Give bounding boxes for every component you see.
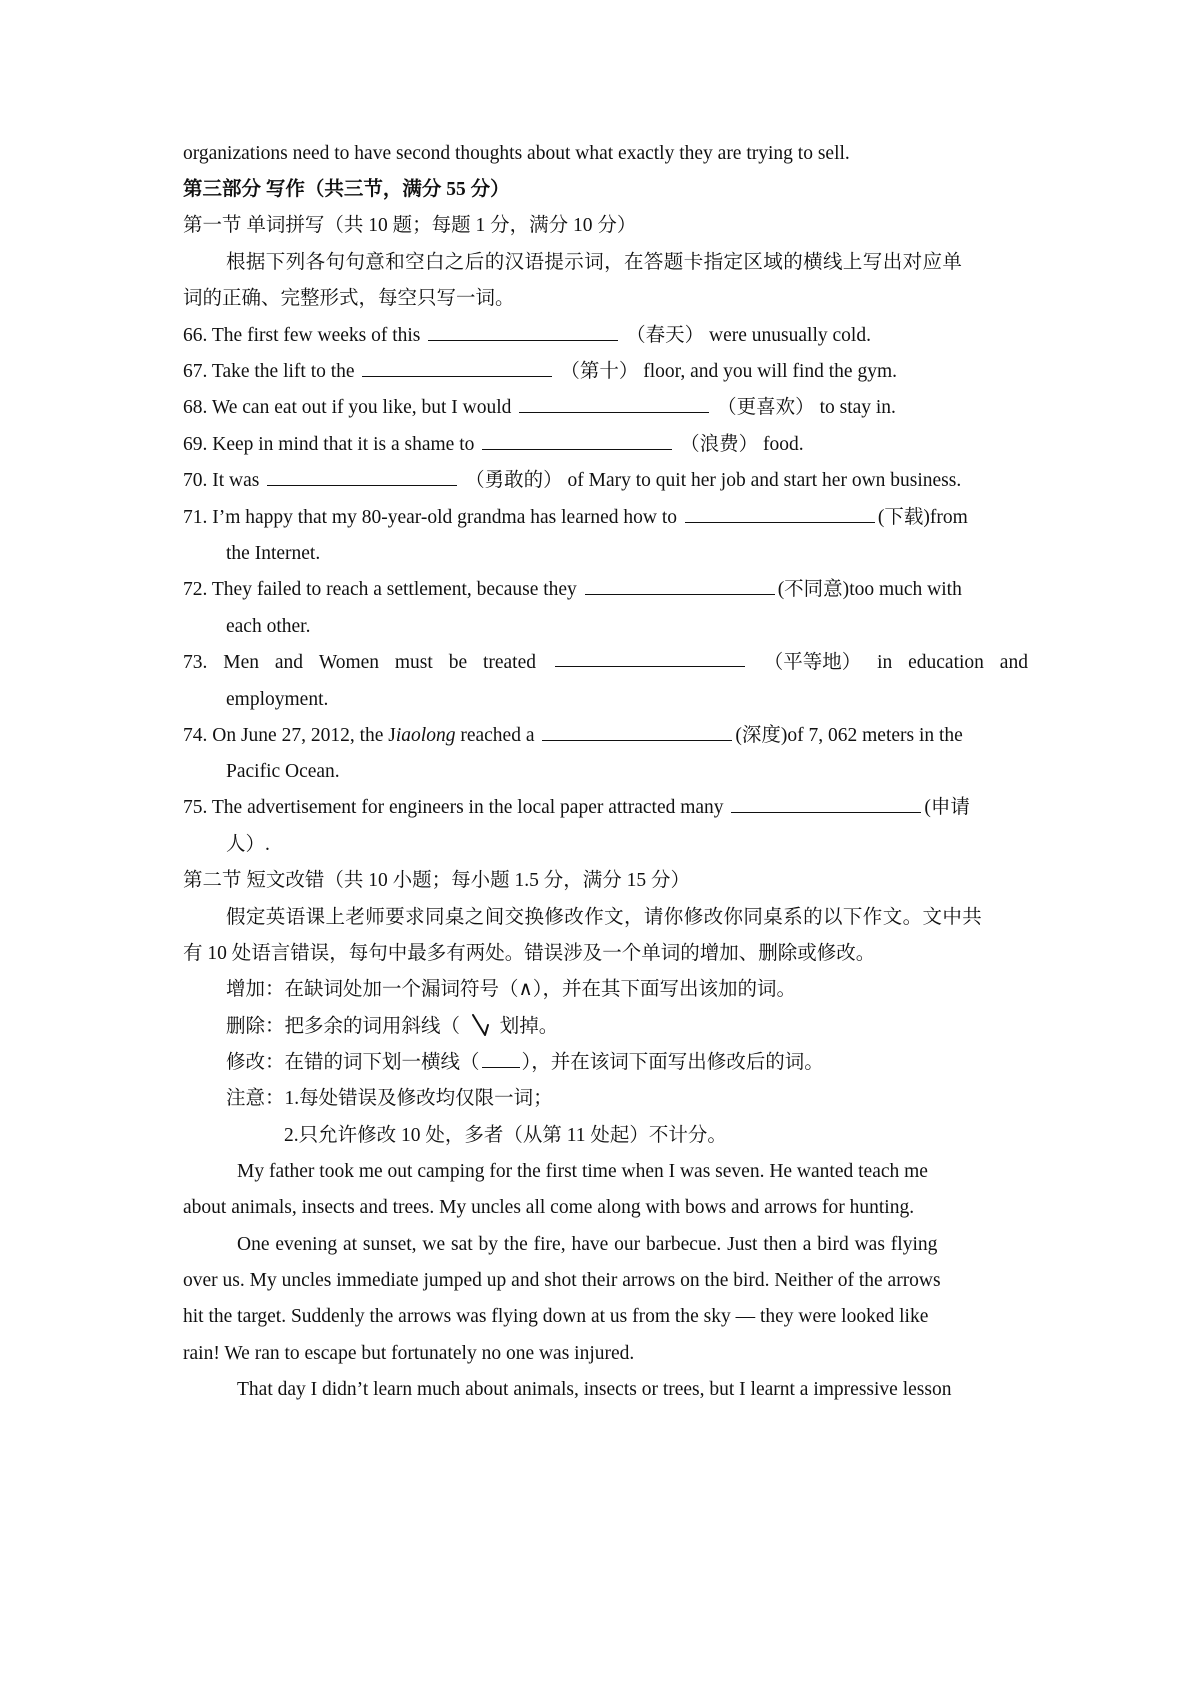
q66-text-after: were unusually cold.: [709, 325, 871, 346]
rule-delete-text-end: 划掉。: [499, 1016, 559, 1037]
essay-paragraph2-line4: rain! We ran to escape but fortunately no one was injured.: [183, 1343, 635, 1364]
q72-continuation: each other.: [226, 616, 311, 637]
q74-text: 74. On June 27, 2012, the J: [183, 725, 396, 746]
q73-word: treated: [482, 652, 536, 673]
q71-text-after: from: [929, 507, 968, 528]
note-1: 注意：1.每处错误及修改均仅限一词；: [226, 1088, 553, 1109]
q70-text: 70. It was: [183, 470, 260, 491]
q69-hint: （浪费）: [680, 434, 759, 455]
q73-word: Women: [318, 652, 380, 673]
q73-word: Men: [223, 652, 259, 673]
essay-paragraph2-line3: hit the target. Suddenly the arrows was flying down at us from the sky — they were looked like: [183, 1306, 929, 1327]
q67-answer-blank[interactable]: [362, 359, 552, 377]
q74-text-after: of 7, 062 meters in the: [787, 725, 963, 746]
question-66: [183, 322, 1028, 350]
question-68: [183, 394, 1028, 422]
question-67: [183, 358, 1028, 386]
q69-answer-blank[interactable]: [482, 432, 672, 450]
q68-text-after: to stay in.: [819, 397, 896, 418]
q73-hint: （平等地）: [763, 652, 862, 673]
question-74: [183, 722, 1028, 750]
section2-instruction-line2: 有 10 处语言错误，每句中最多有两处。错误涉及一个单词的增加、删除或修改。: [183, 943, 876, 964]
section2-instruction-line1: 假定英语课上老师要求同桌之间交换修改作文，请你修改你同桌系的以下作文。文中共: [226, 907, 983, 928]
q67-text-after: floor, and you will find the gym.: [643, 361, 897, 382]
q73-word: and: [274, 652, 303, 673]
q73-word: and: [999, 652, 1028, 673]
question-75: [183, 794, 1028, 822]
essay-paragraph2-line1: One evening at sunset, we sat by the fire, have our barbecue. Just then a bird was flying: [237, 1234, 938, 1255]
q74-text-mid: reached a: [455, 725, 535, 746]
q73-word: be: [448, 652, 468, 673]
q70-text-after: of Mary to quit her job and start her own business.: [567, 470, 962, 491]
section1-title: 第一节 单词拼写（共 10 题；每题 1 分，满分 10 分）: [183, 215, 637, 236]
q73-answer-blank[interactable]: [555, 649, 745, 667]
q68-hint: （更喜欢）: [717, 397, 815, 418]
q73-word: 73.: [183, 652, 208, 673]
q75-hint: (申请: [924, 797, 970, 818]
q66-answer-blank[interactable]: [428, 323, 618, 341]
essay-paragraph2-line2: over us. My uncles immediate jumped up and shot their arrows on the bird. Neither of the arrows: [183, 1270, 941, 1291]
q71-hint: (下载): [877, 507, 930, 528]
question-72: [183, 576, 1028, 604]
rule-modify-text-end: ），并在该词下面写出修改后的词。: [521, 1052, 824, 1073]
rule-add: 增加：在缺词处加一个漏词符号（∧），并在其下面写出该加的词。: [226, 979, 797, 1000]
q72-answer-blank[interactable]: [585, 577, 775, 595]
q73-continuation: employment.: [226, 689, 329, 710]
q74-hint: (深度): [735, 725, 788, 746]
rule-delete: [226, 1013, 1028, 1041]
question-73: [183, 649, 1028, 677]
q75-answer-blank[interactable]: [731, 795, 921, 813]
q70-hint: （勇敢的）: [465, 470, 563, 491]
note-2: 2.只允许修改 10 处，多者（从第 11 处起）不计分。: [284, 1125, 727, 1146]
section1-instruction-line1: 根据下列各句句意和空白之后的汉语提示词，在答题卡指定区域的横线上写出对应单: [226, 252, 963, 273]
q75-text: 75. The advertisement for engineers in the local paper attracted many: [183, 797, 724, 818]
q72-text: 72. They failed to reach a settlement, because they: [183, 579, 577, 600]
q68-text: 68. We can eat out if you like, but I would: [183, 397, 512, 418]
q68-answer-blank[interactable]: [519, 395, 709, 413]
q73-word: must: [394, 652, 433, 673]
question-71: [183, 504, 1028, 532]
question-69: [183, 431, 1028, 459]
q74-italic-name: iaolong: [395, 725, 456, 746]
q73-word: in: [877, 652, 893, 673]
rule-modify-text: 修改：在错的词下划一横线（: [226, 1052, 480, 1073]
section1-instruction-line2: 词的正确、完整形式，每空只写一词。: [183, 288, 515, 309]
q66-text: 66. The first few weeks of this: [183, 325, 421, 346]
q74-answer-blank[interactable]: [542, 723, 732, 741]
q70-answer-blank[interactable]: [267, 468, 457, 486]
underline-sample: [482, 1050, 520, 1068]
q67-text: 67. Take the lift to the: [183, 361, 355, 382]
q73-word: education: [908, 652, 984, 673]
q66-hint: （春天）: [626, 325, 705, 346]
q74-continuation: Pacific Ocean.: [226, 761, 340, 782]
essay-paragraph1-line2: about animals, insects and trees. My uncles all come along with bows and arrows for hunting.: [183, 1197, 915, 1218]
slash-mark-icon: [465, 1013, 495, 1039]
q72-text-after: too much with: [849, 579, 962, 600]
rule-delete-text: 删除：把多余的词用斜线（: [226, 1016, 461, 1037]
rule-modify: [226, 1049, 1028, 1077]
continued-text-line: organizations need to have second thoughts about what exactly they are trying to sell.: [183, 143, 850, 164]
q71-answer-blank[interactable]: [685, 505, 875, 523]
part3-header: 第三部分 写作（共三节，满分 55 分）: [183, 179, 510, 200]
q71-text: 71. I’m happy that my 80-year-old grandma has learned how to: [183, 507, 678, 528]
question-70: [183, 467, 1028, 495]
essay-paragraph3-line1: That day I didn’t learn much about animals, insects or trees, but I learnt a impressive lesson: [237, 1379, 952, 1400]
q75-continuation: 人）.: [226, 834, 270, 855]
essay-paragraph1-line1: My father took me out camping for the first time when I was seven. He wanted teach me: [237, 1161, 928, 1182]
q69-text: 69. Keep in mind that it is a shame to: [183, 434, 475, 455]
section2-title: 第二节 短文改错（共 10 小题；每小题 1.5 分，满分 15 分）: [183, 870, 691, 891]
q69-text-after: food.: [763, 434, 804, 455]
q72-hint: (不同意): [777, 579, 850, 600]
q71-continuation: the Internet.: [226, 543, 321, 564]
q67-hint: （第十）: [560, 361, 639, 382]
